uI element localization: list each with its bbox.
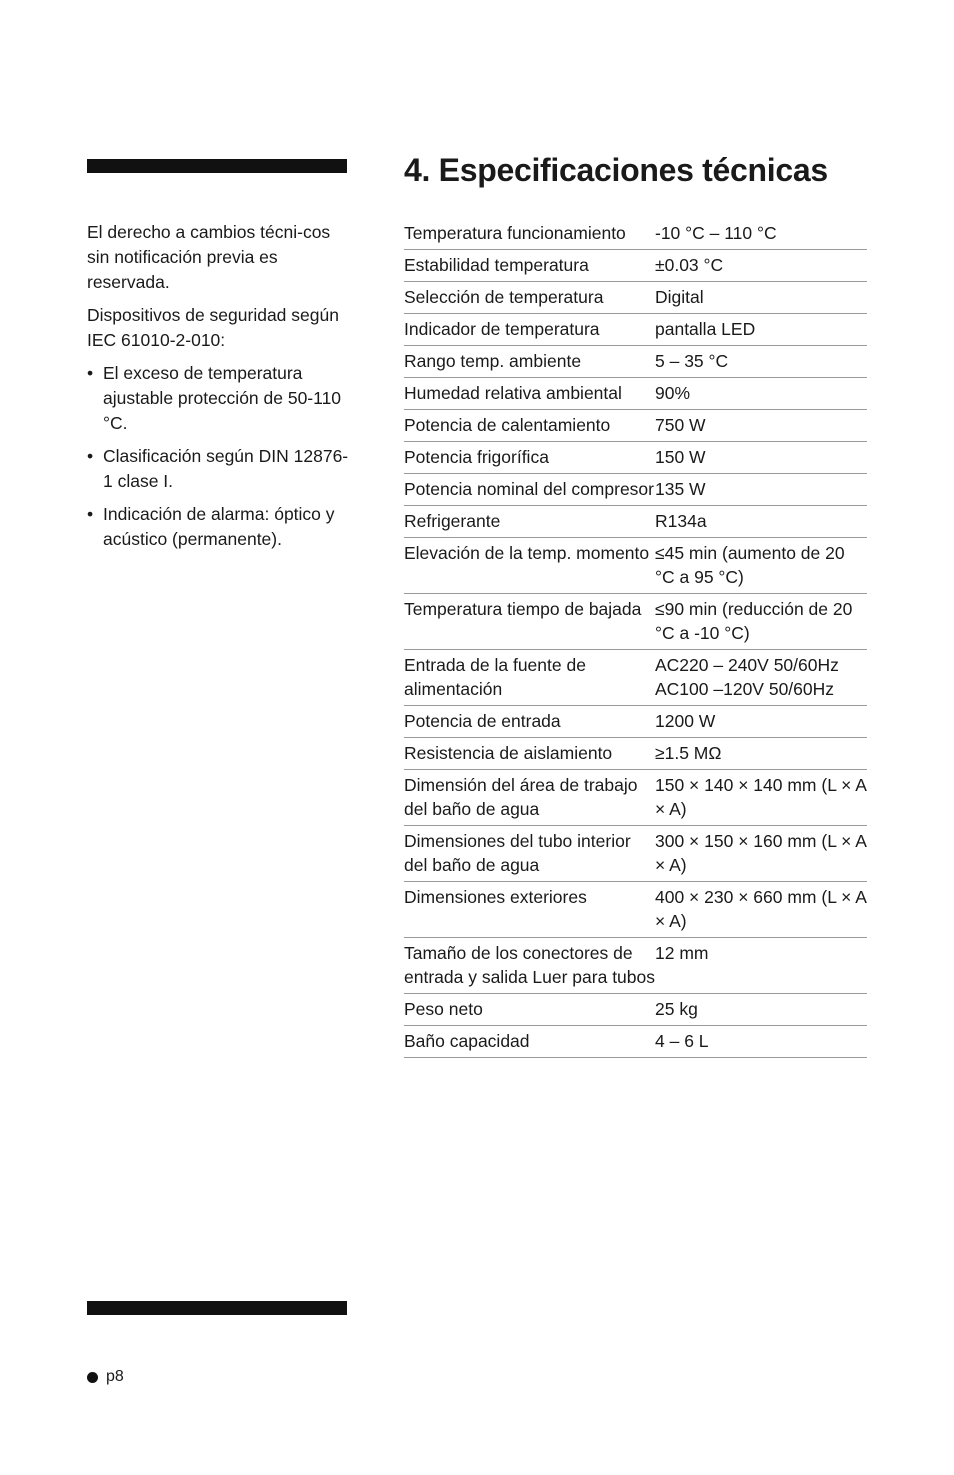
spec-label: Dimensiones exteriores [404,882,655,938]
spec-value: 12 mm [655,938,867,994]
spec-row [404,474,867,506]
spec-label: Potencia nominal del compresor [404,474,655,506]
spec-value: -10 °C – 110 °C [655,218,867,250]
spec-value: 150 W [655,442,867,474]
spec-row [404,938,867,994]
spec-row [404,346,867,378]
bottom-divider-bar [87,1301,347,1315]
spec-value: AC220 – 240V 50/60Hz AC100 –120V 50/60Hz [655,650,867,706]
spec-label: Potencia de entrada [404,706,655,738]
spec-label: Potencia de calentamiento [404,410,655,442]
spec-label: Potencia frigorífica [404,442,655,474]
spec-row [404,538,867,594]
spec-label: Peso neto [404,994,655,1026]
spec-label: Estabilidad temperatura [404,250,655,282]
spec-value: 400 × 230 × 660 mm (L × A × A) [655,882,867,938]
spec-value: 750 W [655,410,867,442]
spec-row [404,378,867,410]
spec-value: 4 – 6 L [655,1026,867,1058]
spec-row [404,594,867,650]
spec-label: Tamaño de los conectores de entrada y salida Luer para tubos [404,938,655,994]
sidebar-notes [87,220,349,560]
spec-row [404,994,867,1026]
spec-label: Indicador de temperatura [404,314,655,346]
spec-value: 150 × 140 × 140 mm (L × A × A) [655,770,867,826]
spec-row [404,738,867,770]
spec-row [404,314,867,346]
spec-value: ≤45 min (aumento de 20 °C a 95 °C) [655,538,867,594]
spec-label: Dimensiones del tubo interior del baño de agua [404,826,655,882]
top-divider-bar [87,159,347,173]
spec-row [404,218,867,250]
spec-label: Temperatura tiempo de bajada [404,594,655,650]
spec-row [404,250,867,282]
spec-value: 1200 W [655,706,867,738]
spec-label: Selección de temperatura [404,282,655,314]
safety-list [87,361,349,552]
safety-list-item: • Clasificación según DIN 12876-1 clase I. [87,444,349,494]
spec-label: Resistencia de aislamiento [404,738,655,770]
spec-value: Digital [655,282,867,314]
spec-label: Humedad relativa ambiental [404,378,655,410]
spec-row [404,1026,867,1058]
spec-label: Rango temp. ambiente [404,346,655,378]
page-footer [87,1368,124,1386]
spec-label: Entrada de la fuente de alimentación [404,650,655,706]
safety-list-item: • Indicación de alarma: óptico y acústico (permanente). [87,502,349,552]
spec-value: 5 – 35 °C [655,346,867,378]
note-paragraph: El derecho a cambios técni-cos sin notificación previa es reservada. [87,222,331,292]
safety-list-item: • El exceso de temperatura ajustable protección de 50-110 °C. [87,361,349,436]
spec-table [404,218,867,1058]
spec-value: 25 kg [655,994,867,1026]
spec-value: R134a [655,506,867,538]
spec-row [404,650,867,706]
spec-row [404,442,867,474]
spec-row [404,882,867,938]
spec-row [404,770,867,826]
spec-row [404,282,867,314]
note-paragraph: Dispositivos de seguridad según IEC 61010-2-010: [87,305,339,350]
spec-value: 300 × 150 × 160 mm (L × A × A) [655,826,867,882]
bullet-dot-icon [87,1372,98,1383]
spec-row [404,410,867,442]
spec-label: Temperatura funcionamiento [404,218,655,250]
spec-row [404,506,867,538]
spec-value: pantalla LED [655,314,867,346]
spec-value: 90% [655,378,867,410]
spec-value: 135 W [655,474,867,506]
spec-label: Dimensión del área de trabajo del baño de agua [404,770,655,826]
spec-label: Elevación de la temp. momento [404,538,655,594]
page-title: 4. Especificaciones técnicas [404,152,828,188]
spec-label: Baño capacidad [404,1026,655,1058]
spec-value: ≤90 min (reducción de 20 °C a -10 °C) [655,594,867,650]
spec-row [404,706,867,738]
spec-value: ≥1.5 MΩ [655,738,867,770]
spec-label: Refrigerante [404,506,655,538]
spec-row [404,826,867,882]
spec-value: ±0.03 °C [655,250,867,282]
page-number: p8 [106,1368,124,1385]
